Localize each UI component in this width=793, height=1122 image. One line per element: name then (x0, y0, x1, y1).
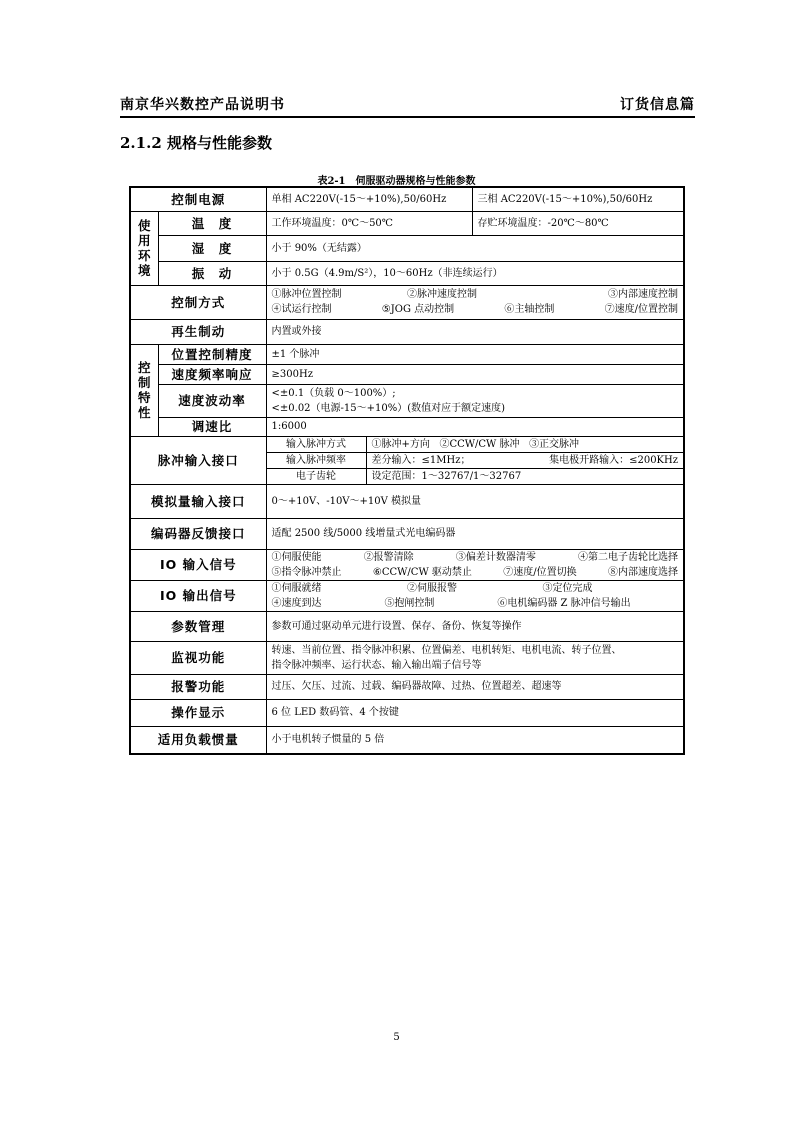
pulse-frequency-label: 输入脉冲频率 (266, 452, 366, 468)
table-row-parameter-management (130, 611, 684, 641)
work-temperature: 工作环境温度：0℃～50℃ (266, 211, 472, 235)
table-row-position-accuracy (130, 344, 684, 364)
table-row-display (130, 699, 684, 726)
display-value: 6 位 LED 数码管、4 个按键 (266, 699, 684, 726)
table-row-speed-response (130, 364, 684, 384)
row-label: 脉冲输入接口 (130, 436, 266, 484)
speed-fluctuation-value: <±0.1（负载 0～100%）; <±0.02（电源-15～+10%）(数值对应于额定速度) (266, 384, 684, 417)
row-label: 湿 度 (158, 235, 266, 261)
row-label: IO 输出信号 (130, 580, 266, 611)
table-row-temperature (130, 211, 684, 235)
speed-response-value: ≥300Hz (266, 364, 684, 384)
encoder-value: 适配 2500 线/5000 线增量式光电编码器 (266, 518, 684, 549)
table-row-humidity (130, 235, 684, 261)
parameter-management-value: 参数可通过驱动单元进行设置、保存、备份、恢复等操作 (266, 611, 684, 641)
humidity-value: 小于 90%（无结露） (266, 235, 684, 261)
vibration-value: 小于 0.5G（4.9m/S²），10～60Hz（非连续运行） (266, 261, 684, 285)
pulse-frequency-value: 差分输入：≤1MHz； 集电极开路输入：≤200KHz (366, 452, 684, 468)
table-row-analog-input (130, 484, 684, 518)
regen-value: 内置或外接 (266, 319, 684, 344)
row-label: 调速比 (158, 417, 266, 436)
table-row-io-output (130, 580, 684, 611)
control-mode-list: ①脉冲位置控制 ②脉冲速度控制 ③内部速度控制 ④试运行控制 ⑤JOG 点动控制 ⑥主轴控制 ⑦速度/位置控制 (266, 285, 684, 319)
electronic-gear-value: 设定范围：1～32767/1～32767 (366, 468, 684, 484)
table-row-load-inertia (130, 726, 684, 754)
header-manual-title: 南京华兴数控产品说明书 (120, 97, 285, 113)
row-label: IO 输入信号 (130, 549, 266, 580)
table-row-speed-ratio (130, 417, 684, 436)
section-title: 2.1.2 规格与性能参数 (120, 134, 272, 152)
table-row-monitor (130, 641, 684, 674)
table-caption: 表2-1 伺服驱动器规格与性能参数 (317, 176, 476, 187)
row-label: 报警功能 (130, 674, 266, 699)
table-row-power (130, 187, 684, 211)
power-three-phase: 三相 AC220V(-15～+10%),50/60Hz (472, 187, 684, 211)
alarm-value: 过压、欠压、过流、过载、编码器故障、过热、位置超差、超速等 (266, 674, 684, 699)
group-label-environment: 使 用 环 境 (130, 211, 158, 285)
group-label-control-characteristics: 控 制 特 性 (130, 344, 158, 436)
row-label: 速度波动率 (158, 384, 266, 417)
table-row-pulse-mode (130, 436, 684, 452)
pulse-mode-value: ①脉冲+方向 ②CCW/CW 脉冲 ③正交脉冲 (366, 436, 684, 452)
row-label: 操作显示 (130, 699, 266, 726)
pulse-mode-label: 输入脉冲方式 (266, 436, 366, 452)
row-label: 振 动 (158, 261, 266, 285)
table-row-control-mode (130, 285, 684, 319)
header-chapter-title: 订货信息篇 (620, 97, 695, 113)
monitor-value: 转速、当前位置、指令脉冲积累、位置偏差、电机转矩、电机电流、转子位置、 指令脉冲频率、运行状态、输入输出端子信号等 (266, 641, 684, 674)
row-label: 位置控制精度 (158, 344, 266, 364)
row-label: 编码器反馈接口 (130, 518, 266, 549)
row-label: 控制电源 (130, 187, 266, 211)
analog-input-value: 0～+10V、-10V～+10V 模拟量 (266, 484, 684, 518)
row-label: 控制方式 (130, 285, 266, 319)
position-accuracy-value: ±1 个脉冲 (266, 344, 684, 364)
table-row-io-input (130, 549, 684, 580)
row-label: 参数管理 (130, 611, 266, 641)
io-output-list: ①伺服就绪 ②伺服报警 ③定位完成 ④速度到达 ⑤抱闸控制 ⑥电机编码器 Z 脉冲信号输出 (266, 580, 684, 611)
row-label: 速度频率响应 (158, 364, 266, 384)
table-row-encoder (130, 518, 684, 549)
load-inertia-value: 小于电机转子惯量的 5 倍 (266, 726, 684, 754)
page-number: 5 (393, 1032, 400, 1043)
table-row-vibration (130, 261, 684, 285)
row-label: 监视功能 (130, 641, 266, 674)
row-label: 温 度 (158, 211, 266, 235)
row-label: 适用负载惯量 (130, 726, 266, 754)
table-row-speed-fluctuation (130, 384, 684, 417)
table-row-alarm (130, 674, 684, 699)
power-single-phase: 单相 AC220V(-15～+10%),50/60Hz (266, 187, 472, 211)
io-input-list: ①伺服使能 ②报警清除 ③偏差计数器清零 ④第二电子齿轮比选择 ⑤指令脉冲禁止 ⑥CCW/CW 驱动禁止 ⑦速度/位置切换 ⑧内部速度选择 (266, 549, 684, 580)
row-label: 再生制动 (130, 319, 266, 344)
table-row-regen (130, 319, 684, 344)
page-header (120, 94, 695, 118)
electronic-gear-label: 电子齿轮 (266, 468, 366, 484)
speed-ratio-value: 1:6000 (266, 417, 684, 436)
spec-table (129, 186, 685, 755)
row-label: 模拟量输入接口 (130, 484, 266, 518)
storage-temperature: 存贮环境温度：-20℃～80℃ (472, 211, 684, 235)
